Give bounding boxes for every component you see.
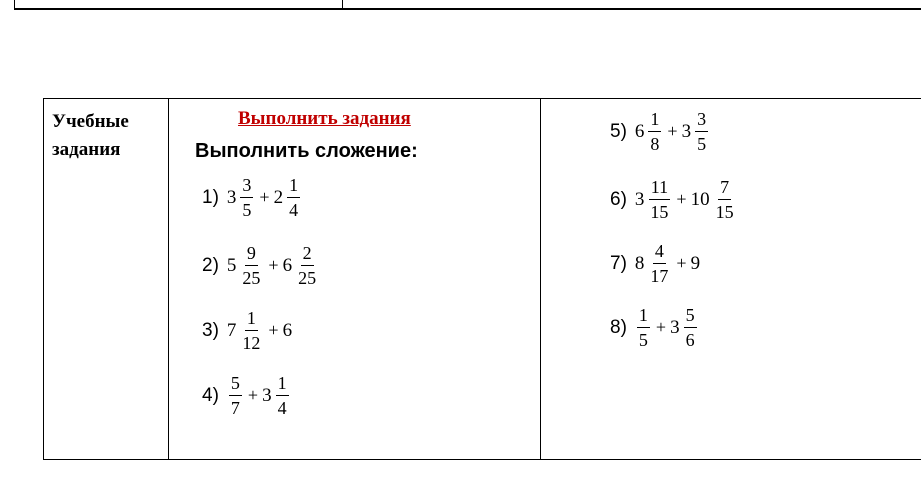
row-label-line-2: задания: [52, 139, 121, 160]
fraction: [648, 242, 670, 285]
denominator: 25: [242, 268, 261, 288]
whole-part: 2: [273, 186, 284, 208]
tasks-heading: Выполнить задания: [238, 108, 411, 129]
denominator: 6: [685, 330, 695, 350]
denominator: 7: [230, 398, 240, 418]
task-number: 8): [610, 316, 627, 338]
addition-instruction: Выполнить сложение:: [195, 140, 418, 162]
plus-sign: +: [259, 187, 270, 207]
numerator: 1: [245, 309, 258, 331]
whole-part: 6: [634, 120, 645, 142]
task-3: [202, 309, 294, 352]
task-7: [610, 242, 702, 285]
numerator: 1: [637, 306, 650, 328]
denominator: 5: [242, 200, 252, 220]
whole-part: 7: [226, 319, 237, 341]
fraction: [648, 110, 661, 153]
fraction: [240, 176, 253, 219]
task-2: [202, 244, 320, 287]
whole-part: 3: [670, 316, 680, 338]
denominator: 15: [650, 202, 669, 222]
plus-sign: +: [667, 121, 678, 141]
numerator: 1: [287, 176, 300, 198]
numerator: 7: [718, 178, 731, 200]
numerator: 1: [648, 110, 661, 132]
plus-sign: +: [655, 317, 667, 337]
row-label: [52, 108, 129, 164]
column-divider-1: [168, 98, 169, 460]
row-label-line-1: Учебные: [52, 111, 129, 132]
plus-sign: +: [676, 189, 687, 209]
whole-part: 3: [634, 188, 645, 210]
numerator: 11: [649, 178, 670, 200]
denominator: 17: [650, 266, 669, 286]
task-number: 4): [202, 384, 219, 406]
denominator: 5: [638, 330, 648, 350]
fraction: [276, 374, 289, 417]
denominator: 25: [298, 268, 317, 288]
numerator: 5: [229, 374, 242, 396]
whole-part: 9: [690, 252, 701, 274]
numerator: 9: [245, 244, 258, 266]
task-5: [610, 110, 710, 153]
whole-part: 5: [226, 254, 237, 276]
task-8: [610, 306, 699, 349]
fraction: [229, 374, 242, 417]
denominator: 4: [289, 200, 299, 220]
denominator: 8: [650, 134, 660, 154]
whole-part: 3: [681, 120, 692, 142]
task-number: 5): [610, 120, 627, 142]
fraction: [637, 306, 650, 349]
denominator: 15: [715, 202, 734, 222]
whole-part: 10: [690, 188, 710, 210]
whole-part: 6: [282, 254, 293, 276]
numerator: 4: [653, 242, 666, 264]
numerator: 3: [240, 176, 253, 198]
tasks-table: [43, 98, 921, 460]
task-1: [202, 176, 302, 219]
task-number: 1): [202, 186, 219, 208]
fraction: [648, 178, 670, 221]
whole-part: 3: [262, 384, 272, 406]
numerator: 1: [276, 374, 289, 396]
denominator: 5: [697, 134, 707, 154]
fraction: [240, 309, 262, 352]
numerator: 5: [684, 306, 697, 328]
task-4: [202, 374, 291, 417]
fraction: [240, 244, 262, 287]
task-6: [610, 178, 738, 221]
whole-part: 8: [634, 252, 645, 274]
plus-sign: +: [268, 255, 279, 275]
fraction: [287, 176, 300, 219]
fraction: [695, 110, 708, 153]
denominator: 12: [242, 333, 261, 353]
denominator: 4: [277, 398, 287, 418]
whole-part: 3: [226, 186, 237, 208]
previous-table-bottom-border: [14, 8, 921, 10]
task-number: 2): [202, 254, 219, 276]
fraction: [296, 244, 318, 287]
fraction: [684, 306, 697, 349]
task-number: 6): [610, 188, 627, 210]
whole-part: 6: [282, 319, 293, 341]
plus-sign: +: [676, 253, 687, 273]
plus-sign: +: [268, 320, 279, 340]
column-divider-2: [540, 98, 541, 460]
plus-sign: +: [247, 385, 259, 405]
fraction: [714, 178, 736, 221]
task-number: 7): [610, 252, 627, 274]
numerator: 2: [301, 244, 314, 266]
task-number: 3): [202, 319, 219, 341]
numerator: 3: [695, 110, 708, 132]
